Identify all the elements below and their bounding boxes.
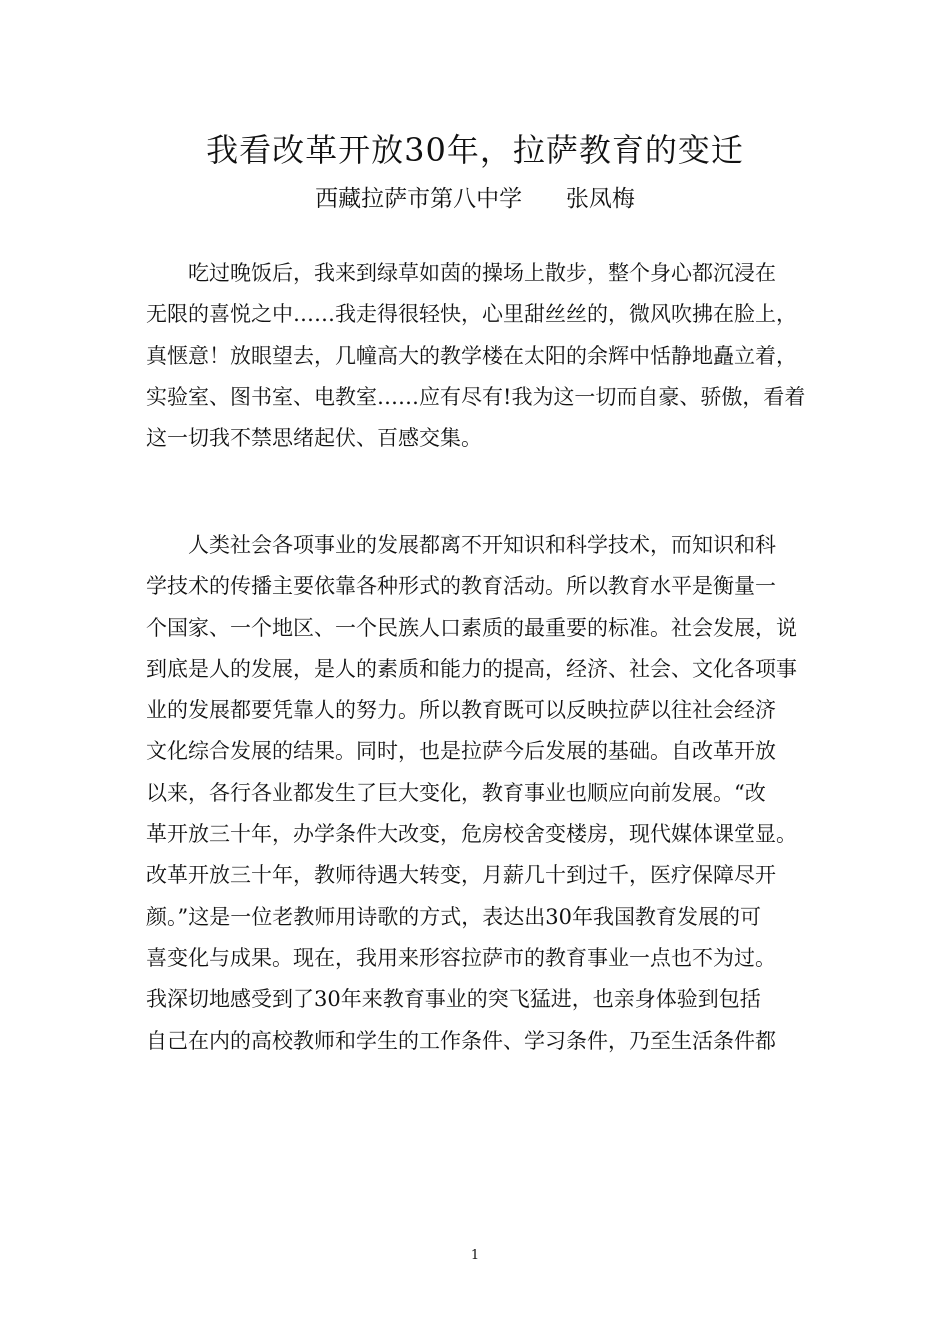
document-title: 我看改革开放30年，拉萨教育的变迁 <box>206 131 744 169</box>
paragraph-line: 到底是人的发展，是人的素质和能力的提高，经济、社会、文化各项事 <box>146 656 797 681</box>
paragraph-line: 这一切我不禁思绪起伏、百感交集。 <box>146 426 482 451</box>
paragraph-line: 个国家、一个地区、一个民族人口素质的最重要的标准。社会发展，说 <box>146 615 797 640</box>
paragraph-line: 真惬意！放眼望去，几幢高大的教学楼在太阳的余辉中恬静地矗立着， <box>146 343 797 368</box>
paragraph-line: 学技术的传播主要依靠各种形式的教育活动。所以教育水平是衡量一 <box>146 574 776 599</box>
paragraph-2 <box>146 525 808 1062</box>
paragraph-line: 无限的喜悦之中……我走得很轻快，心里甜丝丝的，微风吹拂在脸上， <box>146 302 797 327</box>
paragraph-line: 改革开放三十年，教师待遇大转变，月薪几十到过千，医疗保障尽开 <box>146 863 776 888</box>
paragraph-line: 以来，各行各业都发生了巨大变化，教育事业也顺应向前发展。“改 <box>146 780 766 805</box>
paragraph-line: 自己在内的高校教师和学生的工作条件、学习条件，乃至生活条件都 <box>146 1028 776 1053</box>
paragraph-line: 业的发展都要凭靠人的努力。所以教育既可以反映拉萨以往社会经济 <box>146 698 776 723</box>
paragraph-line: 文化综合发展的结果。同时，也是拉萨今后发展的基础。自改革开放 <box>146 739 776 764</box>
paragraph-line: 人类社会各项事业的发展都离不开知识和科学技术，而知识和科 <box>146 533 776 557</box>
paragraph-line: 吃过晚饭后，我来到绿草如茵的操场上散步，整个身心都沉浸在 <box>146 261 776 285</box>
paragraph-line: 实验室、图书室、电教室……应有尽有!我为这一切而自豪、骄傲，看着 <box>146 384 806 409</box>
paragraph-line: 喜变化与成果。现在，我用来形容拉萨市的教育事业一点也不为过。 <box>146 945 776 970</box>
paragraph-line: 革开放三十年，办学条件大改变，危房校舍变楼房，现代媒体课堂显。 <box>146 822 797 847</box>
author-byline: 西藏拉萨市第八中学 张凤梅 <box>315 186 635 212</box>
paragraph-1 <box>146 253 808 459</box>
page-number: 1 <box>470 1248 480 1263</box>
paragraph-line: 我深切地感受到了30年来教育事业的突飞猛进，也亲身体验到包括 <box>146 987 761 1012</box>
paragraph-line: 颜。”这是一位老教师用诗歌的方式，表达出30年我国教育发展的可 <box>146 904 761 929</box>
